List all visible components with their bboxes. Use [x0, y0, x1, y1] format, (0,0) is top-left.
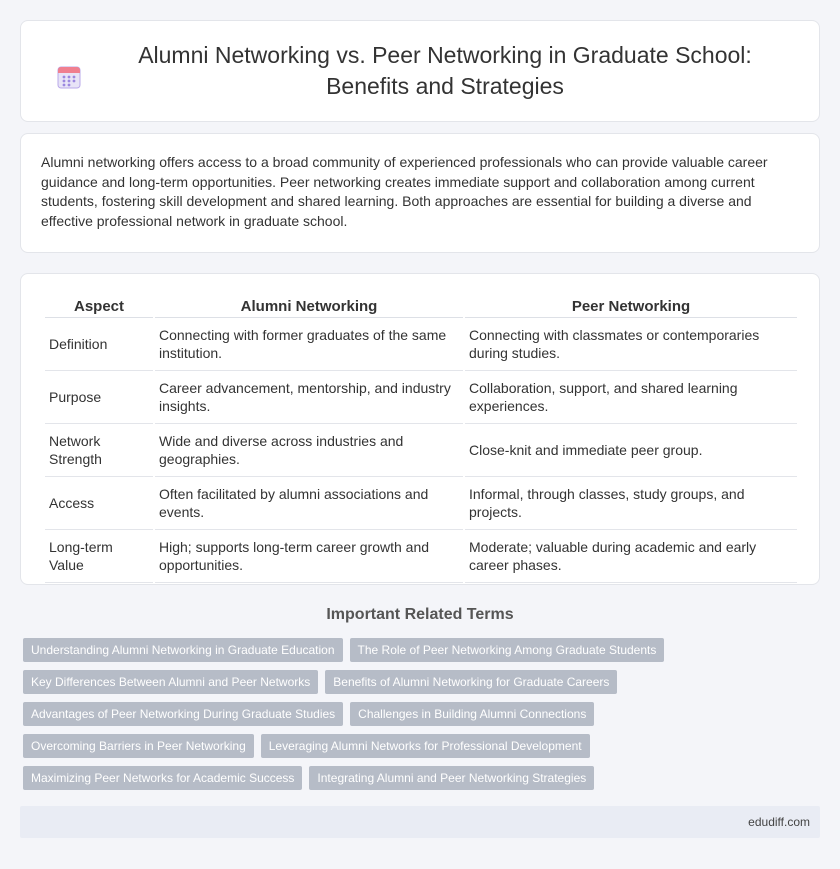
table-row: [45, 318, 797, 371]
row-alumni: High; supports long-term career growth and opportunities.: [155, 530, 463, 583]
header-peer: Peer Networking: [465, 294, 797, 318]
title-card: [20, 20, 820, 122]
related-term-tag[interactable]: Advantages of Peer Networking During Graduate Studies: [23, 702, 343, 726]
intro-paragraph: Alumni networking offers access to a broad community of experienced professionals who can provide valuable career guidance and long-term opportunities. Peer networking creates immediate support and collaboration among current students, fostering skill development and shared learning. Both approaches are essential for building a diverse and effective professional network in graduate school.: [41, 154, 768, 229]
tag-row: [23, 638, 823, 662]
footer-site-link[interactable]: edudiff.com: [748, 815, 810, 829]
related-term-tag[interactable]: Integrating Alumni and Peer Networking Strategies: [309, 766, 594, 790]
row-peer: Informal, through classes, study groups, and projects.: [465, 477, 797, 530]
comparison-card: [20, 273, 820, 585]
table-row: [45, 424, 797, 477]
tag-row: [23, 670, 823, 694]
page-title: Alumni Networking vs. Peer Networking in Graduate School: Benefits and Strategies: [138, 42, 752, 99]
related-term-tag[interactable]: Maximizing Peer Networks for Academic Success: [23, 766, 302, 790]
title-wrap: [55, 40, 785, 102]
related-term-tag[interactable]: The Role of Peer Networking Among Graduate Students: [350, 638, 665, 662]
related-term-tag[interactable]: Key Differences Between Alumni and Peer Networks: [23, 670, 318, 694]
related-terms-title: Important Related Terms: [326, 606, 514, 623]
row-aspect: Access: [45, 477, 153, 530]
row-alumni: Connecting with former graduates of the same institution.: [155, 318, 463, 371]
related-terms-list: [23, 638, 823, 798]
row-alumni: Often facilitated by alumni associations and events.: [155, 477, 463, 530]
row-aspect: Network Strength: [45, 424, 153, 477]
table-row: [45, 371, 797, 424]
row-aspect: Purpose: [45, 371, 153, 424]
row-aspect: Long-term Value: [45, 530, 153, 583]
tag-row: [23, 734, 823, 758]
intro-card: [20, 133, 820, 253]
tag-row: [23, 766, 823, 790]
row-peer: Moderate; valuable during academic and early career phases.: [465, 530, 797, 583]
related-term-tag[interactable]: Leveraging Alumni Networks for Professional Development: [261, 734, 590, 758]
row-peer: Close-knit and immediate peer group.: [465, 424, 797, 477]
header-aspect: Aspect: [45, 294, 153, 318]
footer: [20, 806, 820, 838]
related-term-tag[interactable]: Benefits of Alumni Networking for Graduate Careers: [325, 670, 617, 694]
row-alumni: Wide and diverse across industries and geographies.: [155, 424, 463, 477]
row-alumni: Career advancement, mentorship, and industry insights.: [155, 371, 463, 424]
row-peer: Connecting with classmates or contemporaries during studies.: [465, 318, 797, 371]
row-peer: Collaboration, support, and shared learning experiences.: [465, 371, 797, 424]
calendar-icon: [55, 63, 83, 91]
related-term-tag[interactable]: Challenges in Building Alumni Connections: [350, 702, 594, 726]
comparison-table: [43, 294, 799, 583]
table-row: [45, 530, 797, 583]
table-row: [45, 477, 797, 530]
table-header-row: [45, 294, 797, 318]
tag-row: [23, 702, 823, 726]
related-term-tag[interactable]: Overcoming Barriers in Peer Networking: [23, 734, 254, 758]
header-alumni: Alumni Networking: [155, 294, 463, 318]
row-aspect: Definition: [45, 318, 153, 371]
related-term-tag[interactable]: Understanding Alumni Networking in Graduate Education: [23, 638, 343, 662]
